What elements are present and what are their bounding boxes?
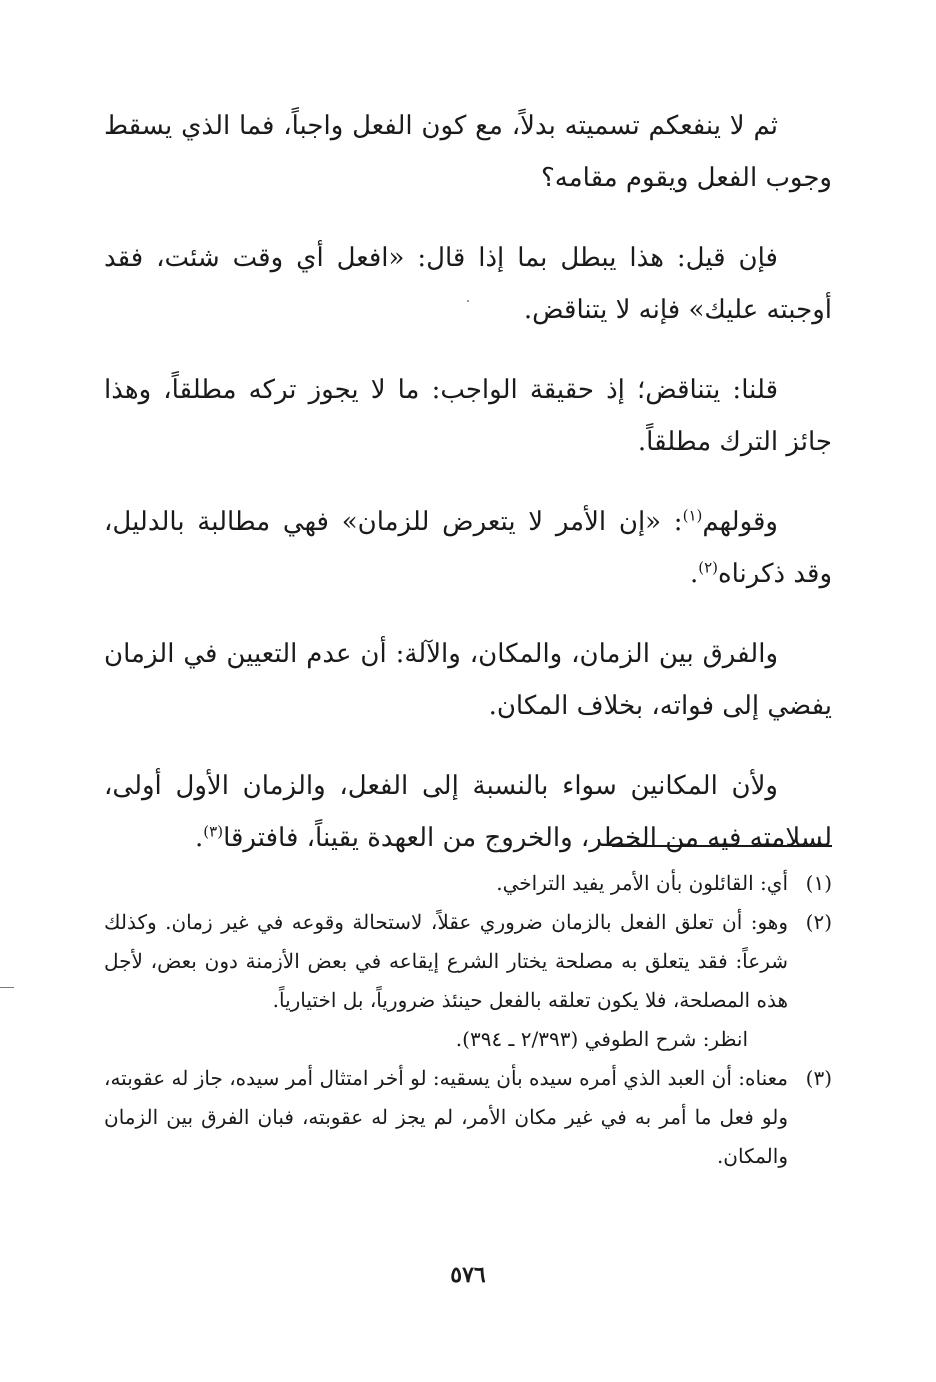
- footnote-3-body: [104, 1059, 788, 1176]
- footnote-1: [104, 864, 832, 903]
- main-text: [104, 100, 832, 864]
- paragraph-6: [104, 760, 832, 864]
- paragraph-4-text-middle: : «إن الأمر لا يتعرض للزمان» فهي مطالبة بالدليل، وقد ذكرناه: [104, 507, 832, 589]
- page-number: ٥٧٦: [450, 1262, 486, 1288]
- paragraph-1: [104, 100, 832, 204]
- footnote-2-reference: انظر: شرح الطوفي (٢/٣٩٣ ـ ٣٩٤).: [455, 1027, 748, 1051]
- footnote-ref-3: (٣): [203, 822, 224, 841]
- footnote-2-body: [104, 903, 788, 1059]
- paragraph-4-text-start: وقولهم: [702, 507, 778, 537]
- paragraph-3: [104, 364, 832, 468]
- footnote-1-text: أي: القائلون بأن الأمر يفيد التراخي.: [496, 871, 788, 895]
- footnote-3: [104, 1059, 832, 1176]
- paragraph-4: [104, 496, 832, 600]
- footnote-2-text: وهو: أن تعلق الفعل بالزمان ضروري عقلاً، لاستحالة وقوعه في غير زمان. وكذلك شرعاً: فقد يتعلق به مصلحة يختار الشرع إيقاعه في بعض الأزمنة دون بعض، لأجل هذه المصلحة، فلا يكون تعلقه بالفعل حينئذ ضرورياً، بل اختيارياً.: [104, 910, 788, 1012]
- footnote-1-number: (١): [805, 871, 832, 895]
- footnote-separator: [612, 845, 832, 847]
- margin-scan-mark: [0, 987, 14, 988]
- footnote-3-text: معناه: أن العبد الذي أمره سيده بأن يسقيه: لو أخر امتثال أمر سيده، جاز له عقوبته، ولو فعل ما أمر به في غير مكان الأمر، لم يجز له عقوبته، فبان الفرق بين الزمان والمكان.: [104, 1066, 788, 1168]
- paragraph-5: [104, 628, 832, 732]
- footnotes: [104, 864, 832, 1176]
- paragraph-5-text: والفرق بين الزمان، والمكان، والآلة: أن عدم التعيين في الزمان يفضي إلى فواته، بخلاف المكان.: [104, 639, 832, 721]
- footnote-3-number: (٣): [805, 1066, 832, 1090]
- paragraph-1-text: ثم لا ينفعكم تسميته بدلاً، مع كون الفعل واجباً، فما الذي يسقط وجوب الفعل ويقوم مقامه؟: [104, 111, 832, 193]
- paragraph-6-text-start: ولأن المكانين سواء بالنسبة إلى الفعل، والزمان الأول أولى، لسلامته فيه من الخطر، والخروج من العهدة يقيناً، فافترقا: [104, 771, 832, 853]
- footnote-ref-1: (١): [682, 506, 703, 525]
- footnote-1-body: [104, 864, 788, 903]
- footnote-ref-2: (٢): [698, 558, 719, 577]
- footnote-2: [104, 903, 832, 1059]
- paragraph-2: [104, 232, 832, 336]
- paragraph-4-text-end: .: [689, 559, 699, 589]
- footnote-2-number: (٢): [805, 910, 832, 934]
- scan-speck: [467, 300, 469, 302]
- paragraph-2-text: فإن قيل: هذا يبطل بما إذا قال: «افعل أي وقت شئت، فقد أوجبته عليك» فإنه لا يتناقض.: [104, 243, 832, 325]
- paragraph-6-text-end: .: [195, 823, 204, 853]
- paragraph-3-text: قلنا: يتناقض؛ إذ حقيقة الواجب: ما لا يجوز تركه مطلقاً، وهذا جائز الترك مطلقاً.: [104, 375, 832, 457]
